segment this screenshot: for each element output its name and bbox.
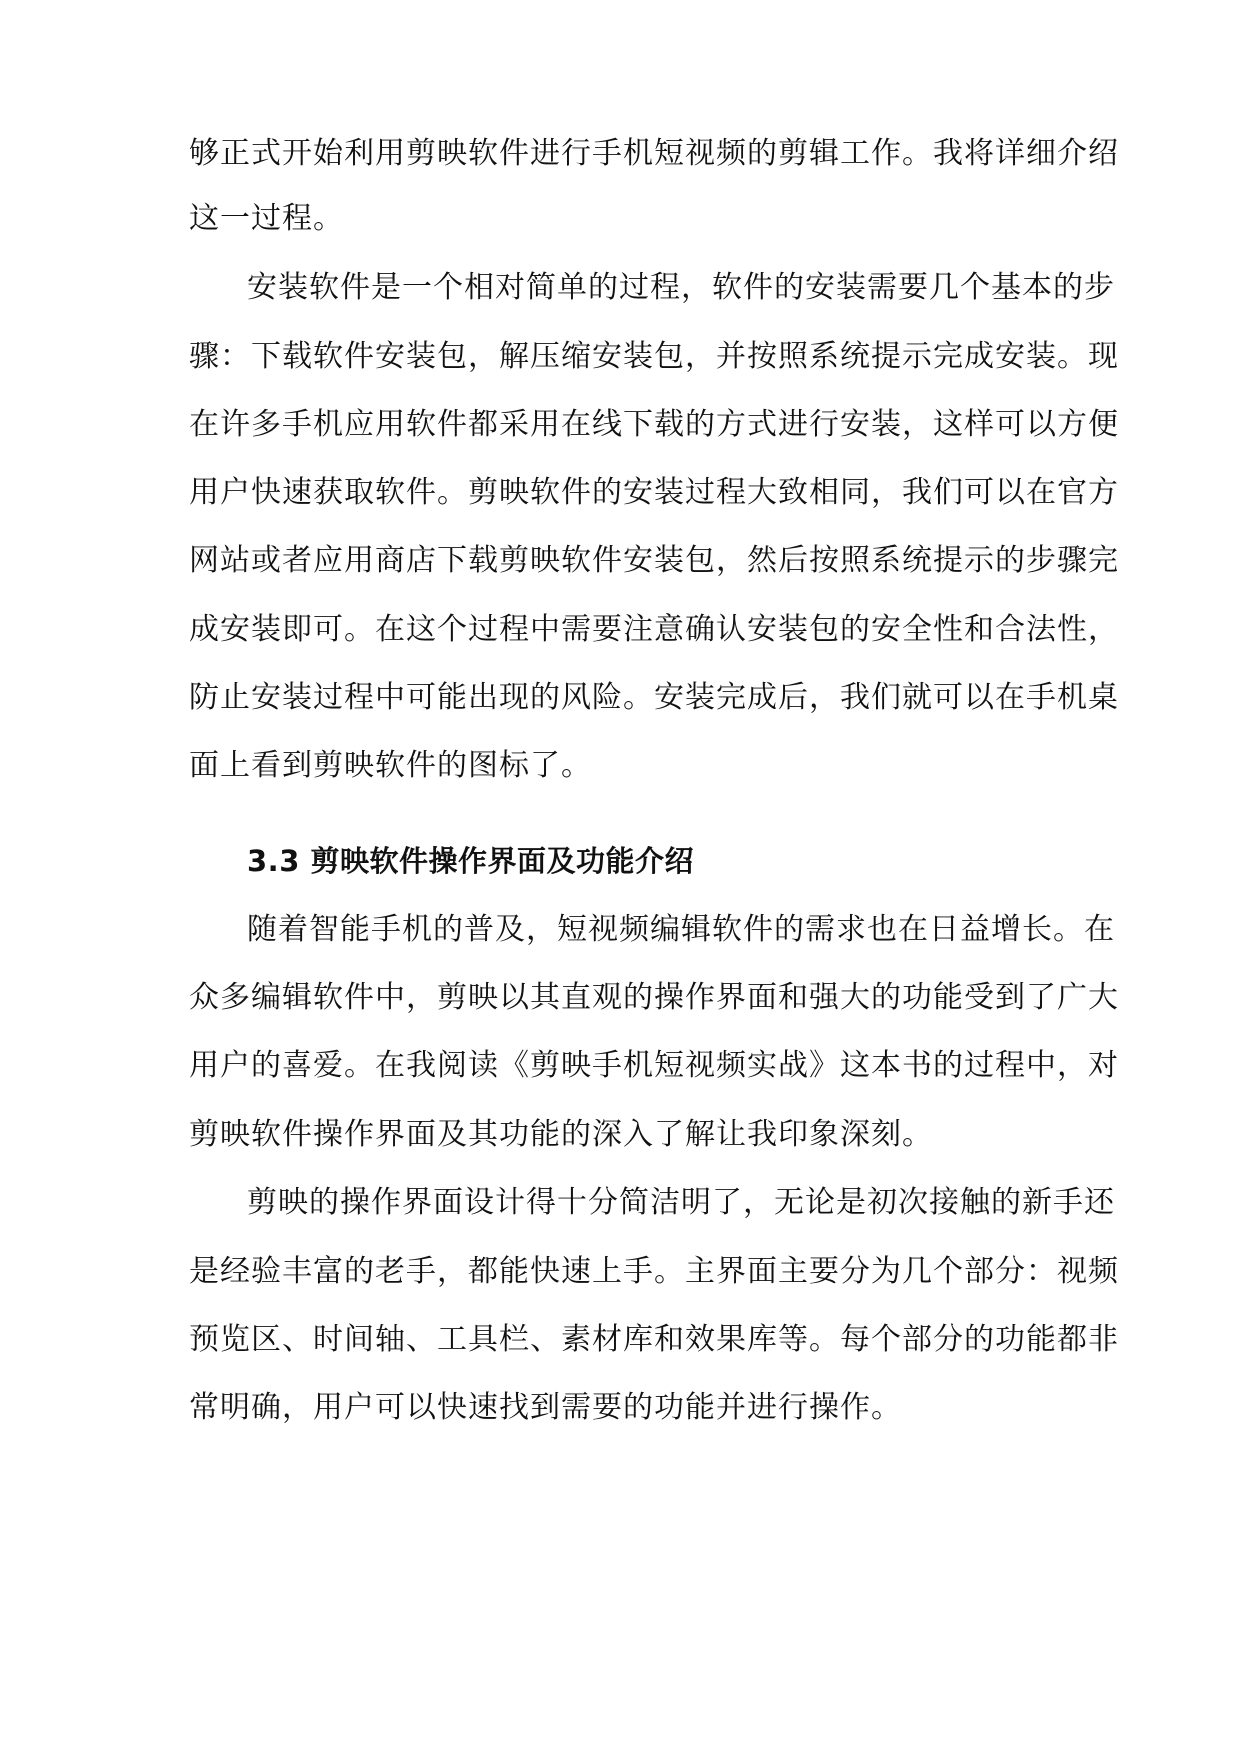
paragraph-line: 网站或者应用商店下载剪映软件安装包，然后按照系统提示的步骤完 — [189, 543, 1119, 578]
paragraph-line: 防止安装过程中可能出现的风险。安装完成后，我们就可以在手机桌 — [189, 680, 1119, 715]
section-heading: 3.3 剪映软件操作界面及功能介绍 — [247, 844, 694, 878]
paragraph-line: 骤：下载软件安装包，解压缩安装包，并按照系统提示完成安装。现 — [189, 339, 1119, 374]
paragraph-line: 剪映的操作界面设计得十分简洁明了，无论是初次接触的新手还 — [247, 1185, 1115, 1220]
paragraph-line: 是经验丰富的老手，都能快速上手。主界面主要分为几个部分：视频 — [189, 1254, 1119, 1289]
paragraph-line: 面上看到剪映软件的图标了。 — [189, 748, 592, 783]
paragraph-line: 常明确，用户可以快速找到需要的功能并进行操作。 — [189, 1390, 902, 1425]
paragraph-line: 安装软件是一个相对简单的过程，软件的安装需要几个基本的步 — [247, 270, 1115, 305]
paragraph-line: 剪映软件操作界面及其功能的深入了解让我印象深刻。 — [189, 1117, 933, 1152]
paragraph-line: 随着智能手机的普及，短视频编辑软件的需求也在日益增长。在 — [247, 912, 1115, 947]
paragraph-line: 预览区、时间轴、工具栏、素材库和效果库等。每个部分的功能都非 — [189, 1322, 1119, 1357]
paragraph-line: 用户快速获取软件。剪映软件的安装过程大致相同，我们可以在官方 — [189, 475, 1119, 510]
paragraph-line: 成安装即可。在这个过程中需要注意确认安装包的安全性和合法性， — [189, 612, 1119, 647]
paragraph-line: 众多编辑软件中，剪映以其直观的操作界面和强大的功能受到了广大 — [189, 980, 1119, 1015]
paragraph-line: 这一过程。 — [189, 201, 344, 236]
paragraph-line: 够正式开始利用剪映软件进行手机短视频的剪辑工作。我将详细介绍 — [189, 136, 1119, 171]
paragraph-line: 在许多手机应用软件都采用在线下载的方式进行安装，这样可以方便 — [189, 407, 1119, 442]
paragraph-line: 用户的喜爱。在我阅读《剪映手机短视频实战》这本书的过程中，对 — [189, 1048, 1119, 1083]
